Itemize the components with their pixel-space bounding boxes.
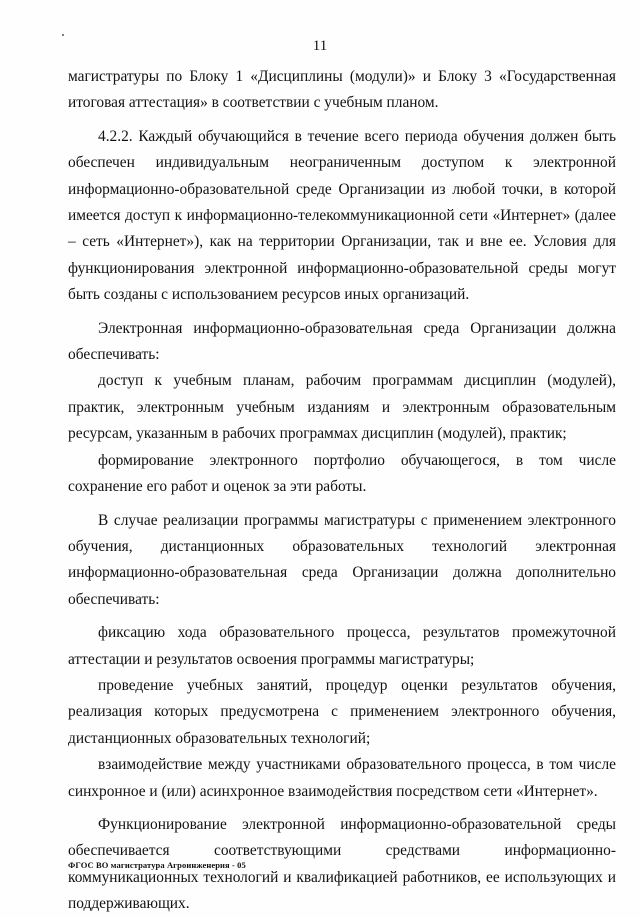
paragraph-portfolio: формирование электронного портфолио обучающегося, в том числе сохранение его работ и оценок за эти работы.: [68, 451, 616, 496]
paragraph-distance-learning: В случае реализации программы магистратуры с применением электронного обучения, дистанционных образовательных технологий электронная информационно-образовательная среда Организации должна дополнительно обеспечивать:: [68, 511, 616, 608]
paragraph-functioning: Функционирование электронной информационно-образовательной среды обеспечивается соответствующими средствами информационно-коммуникационных технологий и квалификацией работников, ее использующих и поддерживающих.: [68, 815, 616, 913]
paragraph-recording: фиксацию хода образовательного процесса, результатов промежуточной аттестации и результатов освоения программы магистратуры;: [68, 624, 616, 668]
page-footer: ФГОС ВО магистратура Агроинженерия - 05: [68, 860, 246, 870]
paragraph-access: доступ к учебным планам, рабочим программам дисциплин (модулей), практик, электронным учебным изданиям и электронным образовательным ресурсам, указанным в рабочих программах дисциплин (модулей), практик;: [68, 372, 616, 443]
scan-speck: [62, 34, 64, 36]
paragraph-4-2-2: 4.2.2. Каждый обучающийся в течение всего периода обучения должен быть обеспечен индивидуальным неограниченным доступом к электронной информационно-образовательной среде Организации из любой точки, в которой имеется доступ к информационно-телекоммуникационной сети «Интернет» (далее – сеть «Интернет»), как на территории Организации, так и вне ее. Условия для функционирования электронной информационно-образовательной среды могут быть созданы с использованием ресурсов иных организаций.: [68, 127, 616, 304]
paragraph-eios-intro: Электронная информационно-образовательная среда Организации должна обеспечивать:: [68, 319, 616, 364]
paragraph-classes: проведение учебных занятий, процедур оценки результатов обучения, реализация которых предусмотрена с применением электронного обучения, дистанционных образовательных технологий;: [68, 676, 616, 747]
paragraph-interaction: взаимодействие между участниками образовательного процесса, в том числе синхронное и (или) асинхронное взаимодействия посредством сети «Интернет».: [68, 756, 616, 800]
page-number: 11: [312, 38, 328, 54]
page-body: [68, 64, 616, 918]
paragraph-continuation: магистратуры по Блоку 1 «Дисциплины (модули)» и Блоку 3 «Государственная итоговая аттестация» в соответствии с учебным планом.: [68, 68, 616, 112]
